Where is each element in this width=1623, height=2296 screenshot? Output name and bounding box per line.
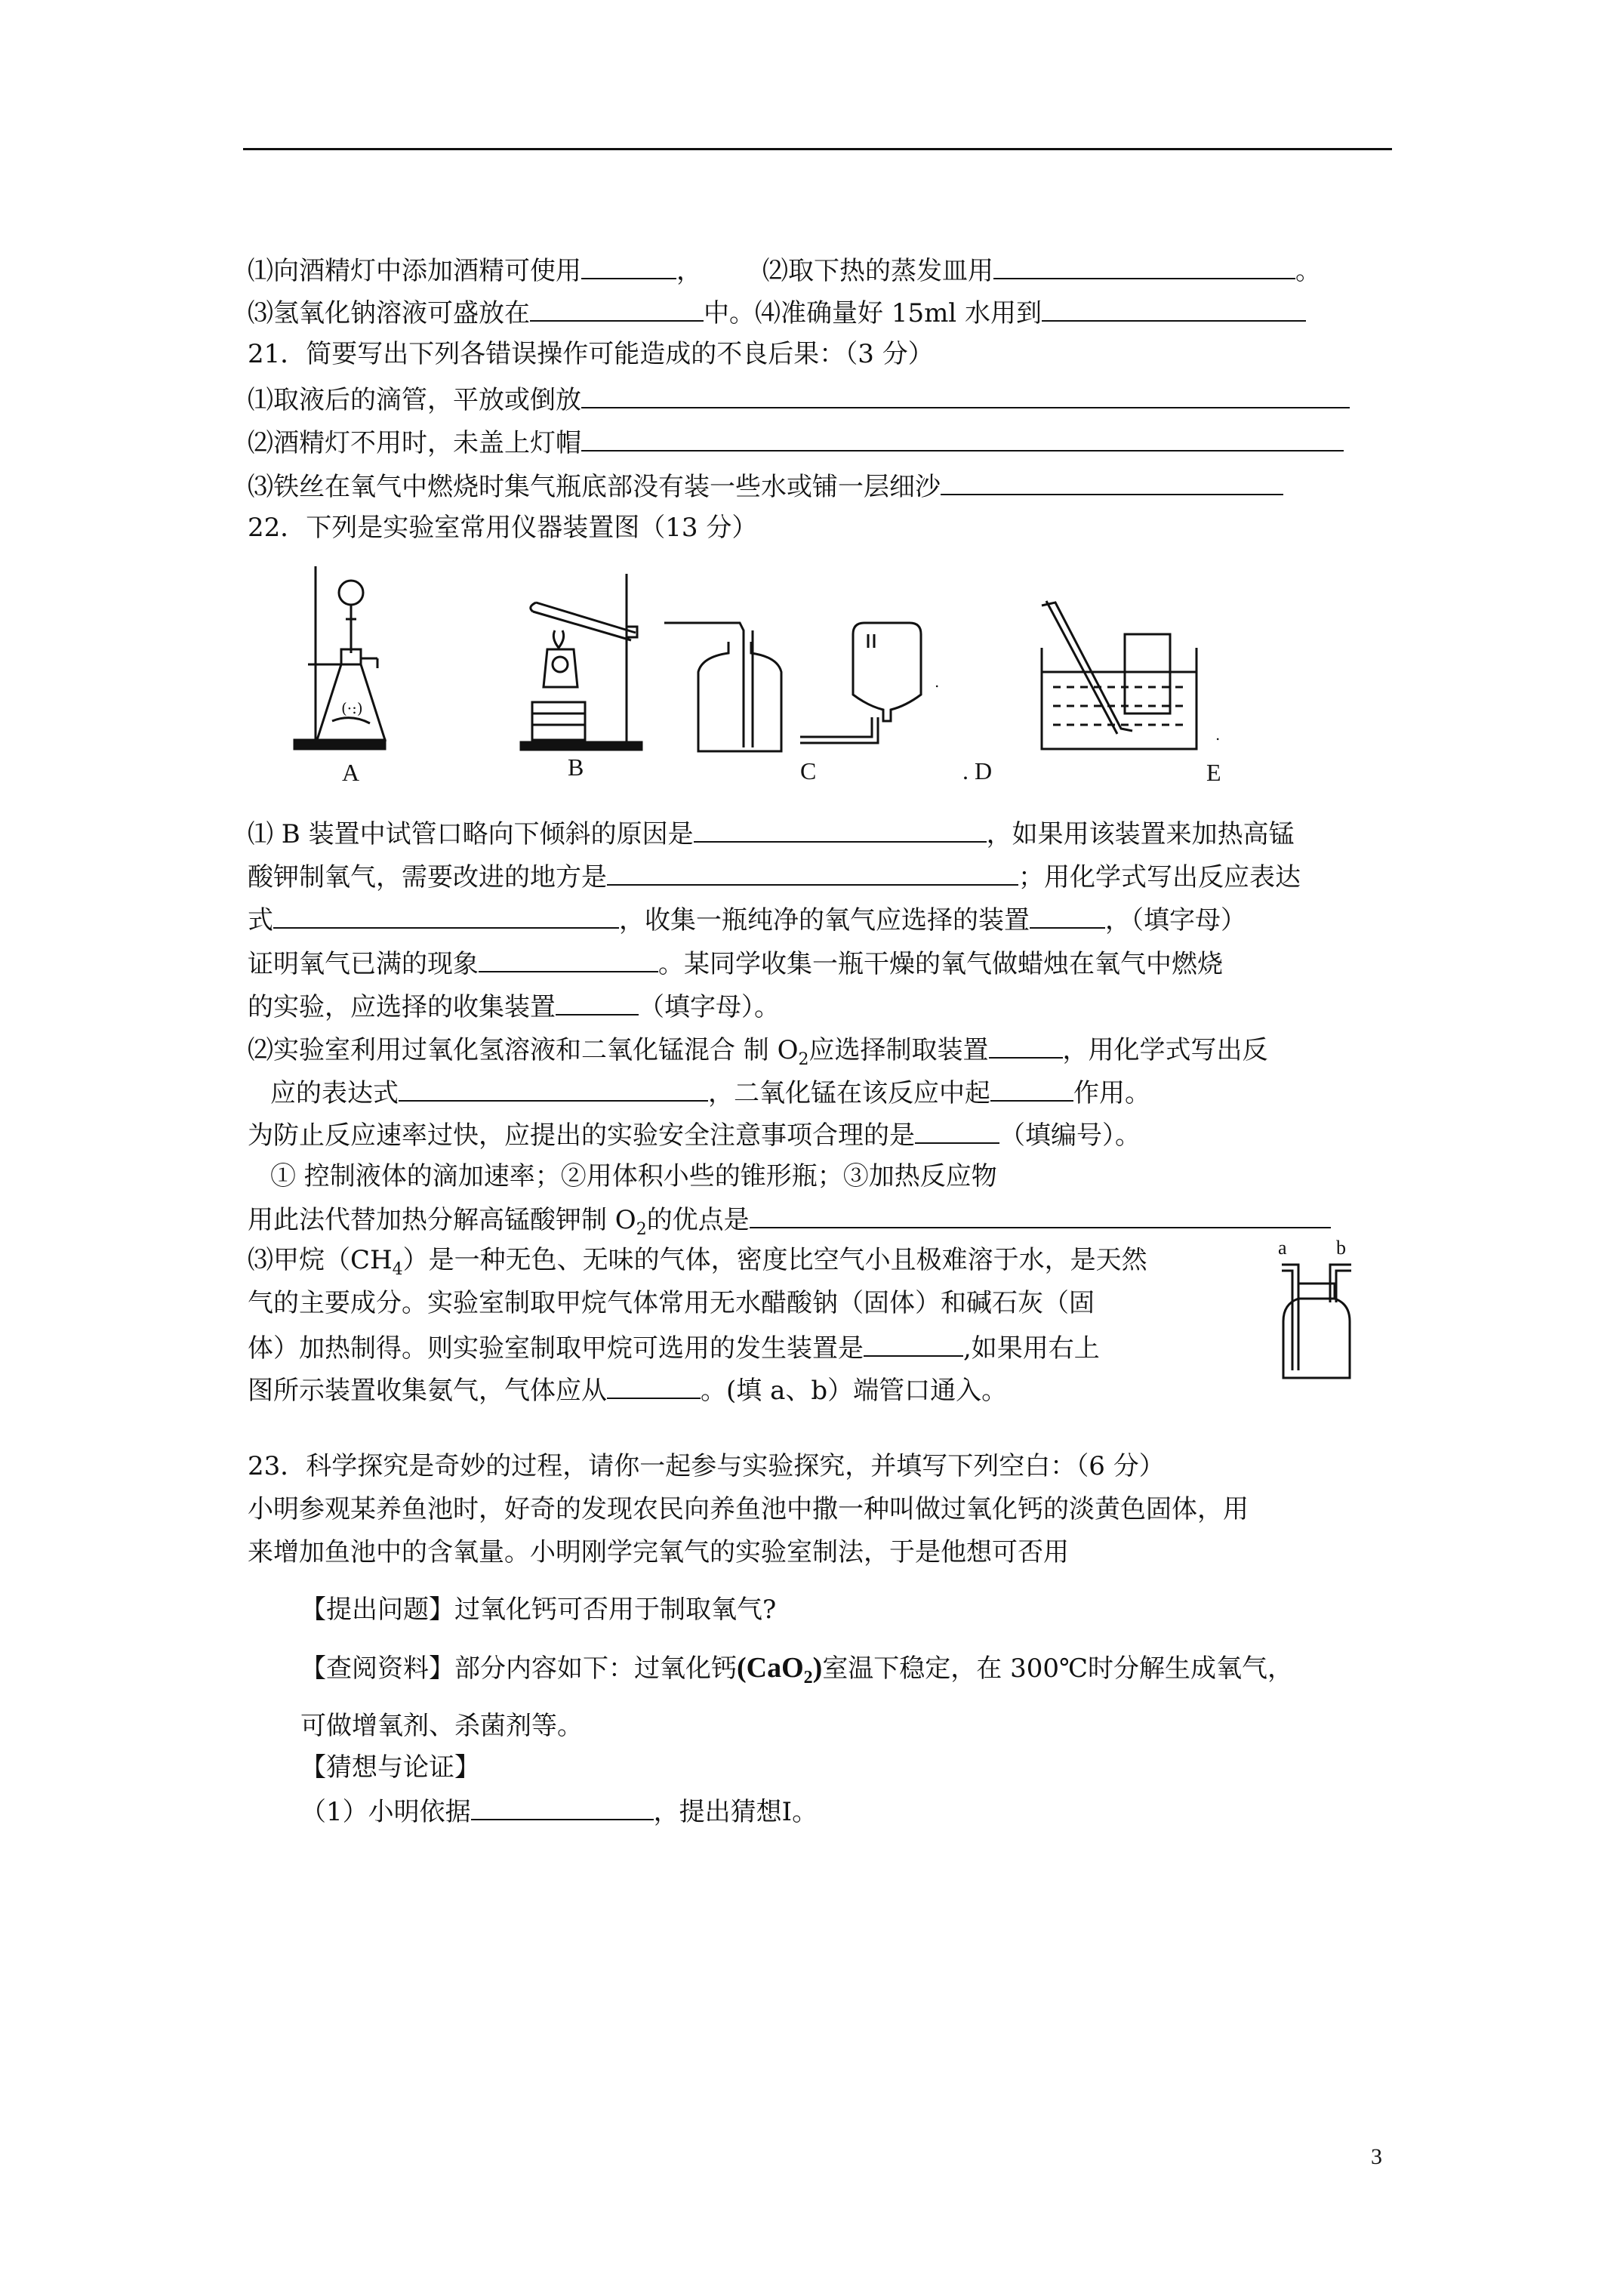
q21-blank-3[interactable] <box>941 467 1283 495</box>
q22-p2-line-4: ① 控制液体的滴加速率；②用体积小些的锥形瓶；③加热反应物 <box>270 1161 997 1191</box>
q22-blank-safety[interactable] <box>915 1115 999 1144</box>
svg-text:(·:): (·:) <box>341 699 363 717</box>
q23-guess-1: （1）小明依据 ，提出猜想Ⅰ。 <box>300 1792 818 1830</box>
q20-blank-2[interactable] <box>993 251 1295 279</box>
q21-item-2: ⑵酒精灯不用时，未盖上灯帽 <box>248 423 1344 461</box>
q22-blank-full-sign[interactable] <box>479 944 658 972</box>
q22-blank-tilt-reason[interactable] <box>694 814 987 843</box>
q22-blank-h2o2-apparatus[interactable] <box>989 1030 1063 1059</box>
apparatus-figure <box>287 559 1329 785</box>
q20-line-2: ⑶氢氧化钠溶液可盛放在 中。⑷准确量好 15ml 水用到 <box>248 293 1306 331</box>
q22-blank-methane-apparatus[interactable] <box>864 1328 963 1357</box>
apparatus-c-gas-bottle <box>664 623 781 751</box>
q21-item-3: ⑶铁丝在氧气中燃烧时集气瓶底部没有装一些水或铺一层细沙 <box>248 467 1283 505</box>
q22-blank-mno2-role[interactable] <box>990 1073 1073 1102</box>
q23-intro-line-1: 小明参观某养鱼池时，好奇的发现农民向养鱼池中撒一种叫做过氧化钙的淡黄色固体，用 <box>248 1494 1249 1524</box>
apparatus-b-heated-tube <box>521 574 642 750</box>
q23-reference-line-2: 可做增氧剂、杀菌剂等。 <box>300 1711 583 1741</box>
q21-item-1: ⑴取液后的滴管，平放或倒放 <box>248 380 1350 418</box>
q22-p3-line-1: ⑶甲烷$(CH_4)$是一种无色、无味的气体，密度比空气小且极难溶于水，是天然 <box>248 1245 1147 1279</box>
figure-label-b: B <box>568 754 584 781</box>
figure-label-a: A <box>342 759 360 786</box>
gas-bottle-ab-figure <box>1276 1257 1359 1385</box>
figure-label-e: E <box>1206 759 1221 786</box>
q22-blank-expression-2[interactable] <box>399 1073 708 1102</box>
q22-blank-expression-1[interactable] <box>273 900 619 929</box>
q21-title: 21．简要写出下列各错误操作可能造成的不良后果：（3 分） <box>248 339 934 369</box>
q21-blank-2[interactable] <box>581 423 1344 451</box>
svg-text:.: . <box>935 673 940 691</box>
q22-p1-line-5: 的实验，应选择的收集装置 （填字母）。 <box>248 987 780 1025</box>
q23-guess-heading: 【猜想与论证】 <box>300 1752 480 1783</box>
q20-blank-1[interactable] <box>581 251 676 279</box>
q22-blank-inlet[interactable] <box>607 1370 701 1399</box>
q20-line-1: ⑴向酒精灯中添加酒精可使用 ， ⑵取下热的蒸发皿用 。 <box>248 251 1321 289</box>
q21-blank-1[interactable] <box>581 380 1350 408</box>
bottle-label-b: b <box>1336 1237 1346 1259</box>
q22-p1-line-3: 式 ，收集一瓶纯净的氧气应选择的装置 ，（填字母） <box>248 900 1246 938</box>
q22-blank-pure-collect[interactable] <box>1030 900 1105 929</box>
q22-blank-improvement[interactable] <box>607 857 1018 886</box>
q22-title: 22．下列是实验室常用仪器装置图（13 分） <box>248 513 758 543</box>
page-number: 3 <box>1371 2144 1382 2169</box>
header-rule <box>243 148 1392 150</box>
q22-blank-advantage[interactable] <box>750 1200 1331 1228</box>
figure-label-d: . D <box>962 757 993 784</box>
apparatus-e-water-trough <box>1042 601 1220 749</box>
q22-p3-line-3: 体）加热制得。则实验室制取甲烷可选用的发生装置是 ,如果用右上 <box>248 1328 1100 1367</box>
bottle-label-a: a <box>1278 1237 1287 1259</box>
figure-label-c: C <box>800 757 817 784</box>
q23-reference-line-1: 【查阅资料】部分内容如下：过氧化钙(CaO$_2$)室温下稳定，在 300℃时分解生成氧气， <box>300 1652 1294 1687</box>
q22-p1-line-2: 酸钾制氧气，需要改进的地方是 ；用化学式写出反应表达 <box>248 857 1301 895</box>
svg-text:.: . <box>1215 726 1221 744</box>
apparatus-d-inverted-bottle <box>800 623 939 743</box>
q23-title: 23．科学探究是奇妙的过程，请你一起参与实验探究，并填写下列空白：（6 分） <box>248 1451 1165 1481</box>
apparatus-a-flask-funnel <box>294 566 385 749</box>
q22-p2-line-5: 用此法代替加热分解高锰酸钾制 $O_2$的优点是 <box>248 1200 1331 1248</box>
q22-p2-line-2: 应的表达式 ，二氧化锰在该反应中起 作用。 <box>270 1073 1150 1111</box>
q23-question: 【提出问题】过氧化钙可否用于制取氧气? <box>300 1595 777 1625</box>
q23-blank-basis[interactable] <box>471 1792 654 1820</box>
q22-p3-line-4: 图所示装置收集氨气，气体应从 。(填 a、b）端管口通入。 <box>248 1370 1007 1409</box>
q22-p2-line-1: ⑵实验室利用过氧化氢溶液和二氧化锰混合 制 $O_2$应选择制取装置 ，用化学式写出反 <box>248 1030 1268 1078</box>
q20-blank-4[interactable] <box>1042 293 1306 322</box>
q22-p1-line-4: 证明氧气已满的现象 。某同学收集一瓶干燥的氧气做蜡烛在氧气中燃烧 <box>248 944 1223 982</box>
q20-blank-3[interactable] <box>530 293 704 322</box>
q22-p3-line-2: 气的主要成分。实验室制取甲烷气体常用无水醋酸钠（固体）和碱石灰（固 <box>248 1288 1095 1318</box>
q22-p1-line-1: ⑴ B 装置中试管口略向下倾斜的原因是 ，如果用该装置来加热高锰 <box>248 814 1295 852</box>
q22-p2-line-3: 为防止反应速率过快，应提出的实验安全注意事项合理的是 （填编号）。 <box>248 1115 1141 1154</box>
q22-blank-dry-collect[interactable] <box>556 987 639 1015</box>
q23-intro-line-2: 来增加鱼池中的含氧量。小明刚学完氧气的实验室制法，于是他想可否用 <box>248 1537 1069 1567</box>
